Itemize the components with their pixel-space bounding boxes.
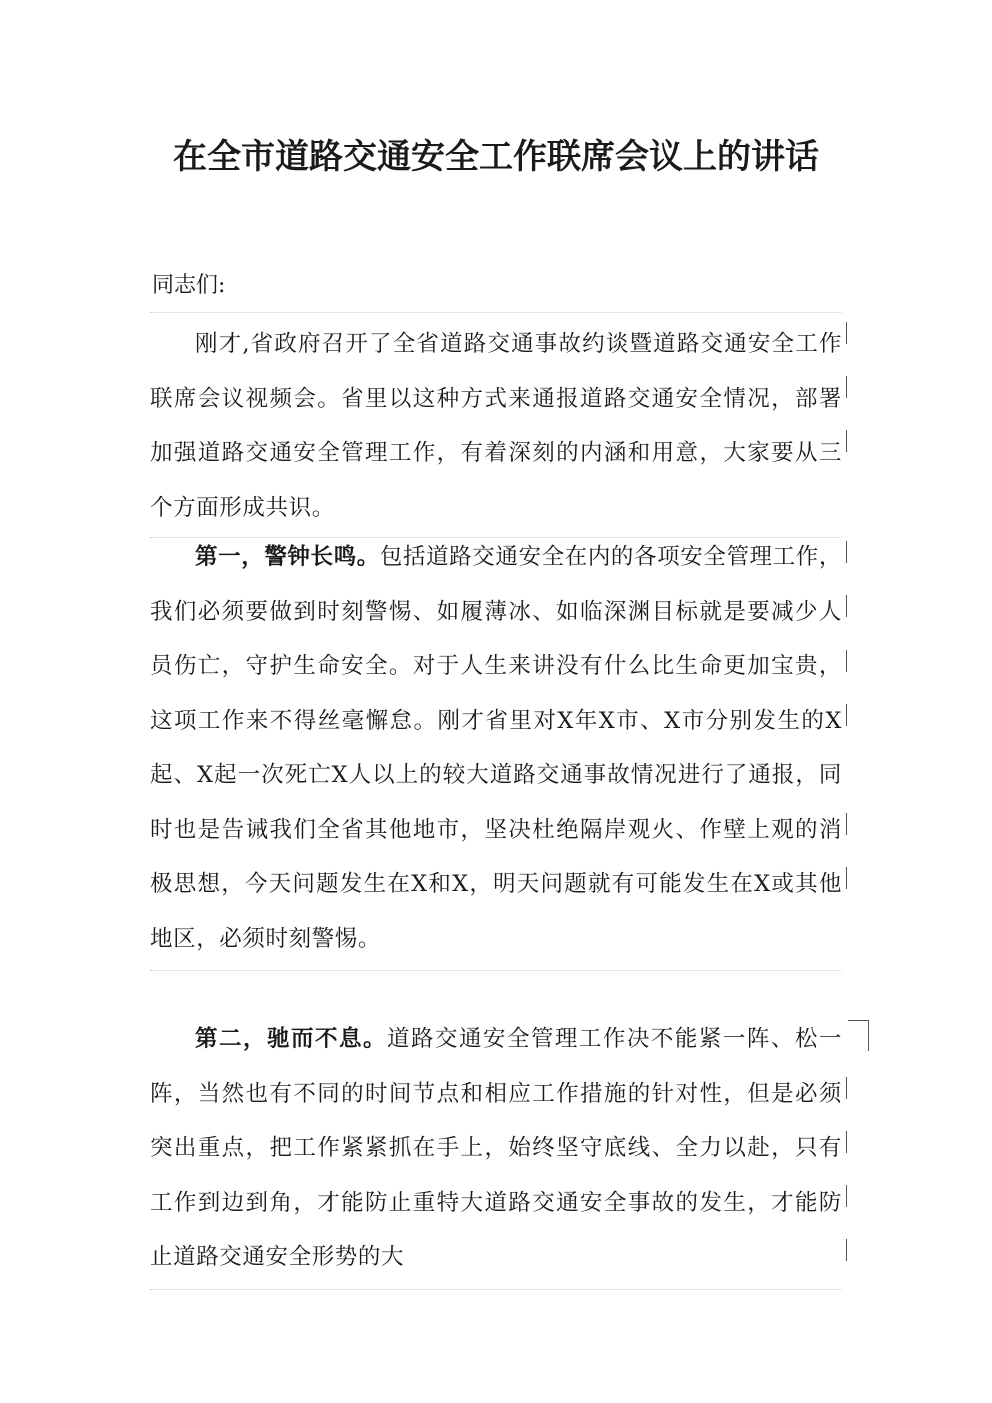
margin-mark [846,322,847,344]
margin-mark [846,1131,847,1153]
margin-mark [846,1185,847,1207]
margin-mark [846,867,847,889]
document-title: 在全市道路交通安全工作联席会议上的讲话 [173,137,819,177]
margin-mark [846,595,847,617]
margin-mark [846,376,847,398]
margin-mark [846,813,847,835]
paragraph-text: 包括道路交通安全在内的各项安全管理工作，我们必须要做到时刻警惕、如履薄冰、如临深渊目标就是要减少人员伤亡，守护生命安全。对于人生来讲没有什么比生命更加宝贵，这项工作来不得丝毫懈怠。刚才省里对X年X市、X市分别发生的X起、X起一次死亡X人以上的较大道路交通事故情况进行了通报，同时也是告诫我们全省其他地市，坚决杜绝隔岸观火、作壁上观的消极思想，今天问题发生在X和X，明天问题就有可能发生在X或其他地区，必须时刻警惕。 [150,544,842,952]
salutation: 同志们: [152,273,226,298]
paragraph-lead: 第一，警钟长鸣。 [195,544,380,570]
paragraph-first-point [150,530,842,971]
margin-mark [846,430,847,452]
paragraph-lead: 第二，驰而不息。 [195,1026,387,1052]
paragraph-text: 道路交通安全管理工作决不能紧一阵、松一阵，当然也有不同的时间节点和相应工作措施的针对性，但是必须突出重点，把工作紧紧抓在手上，始终坚守底线、全力以赴，只有工作到边到角，才能防止重特大道路交通安全事故的发生，才能防止道路交通安全形势的大 [150,1026,842,1270]
margin-mark [846,1239,847,1261]
margin-mark [846,650,847,672]
margin-mark [846,1077,847,1099]
margin-mark [846,704,847,726]
margin-corner-mark [848,1020,869,1051]
paragraph-text: 刚才,省政府召开了全省道路交通事故约谈暨道路交通安全工作联席会议视频会。省里以这种方式来通报道路交通安全情况，部署加强道路交通安全管理工作，有着深刻的内涵和用意，大家要从三个方面形成共识。 [150,331,842,521]
paragraph-intro [150,312,842,538]
paragraph-second-point [150,1012,842,1290]
margin-mark [846,541,847,563]
